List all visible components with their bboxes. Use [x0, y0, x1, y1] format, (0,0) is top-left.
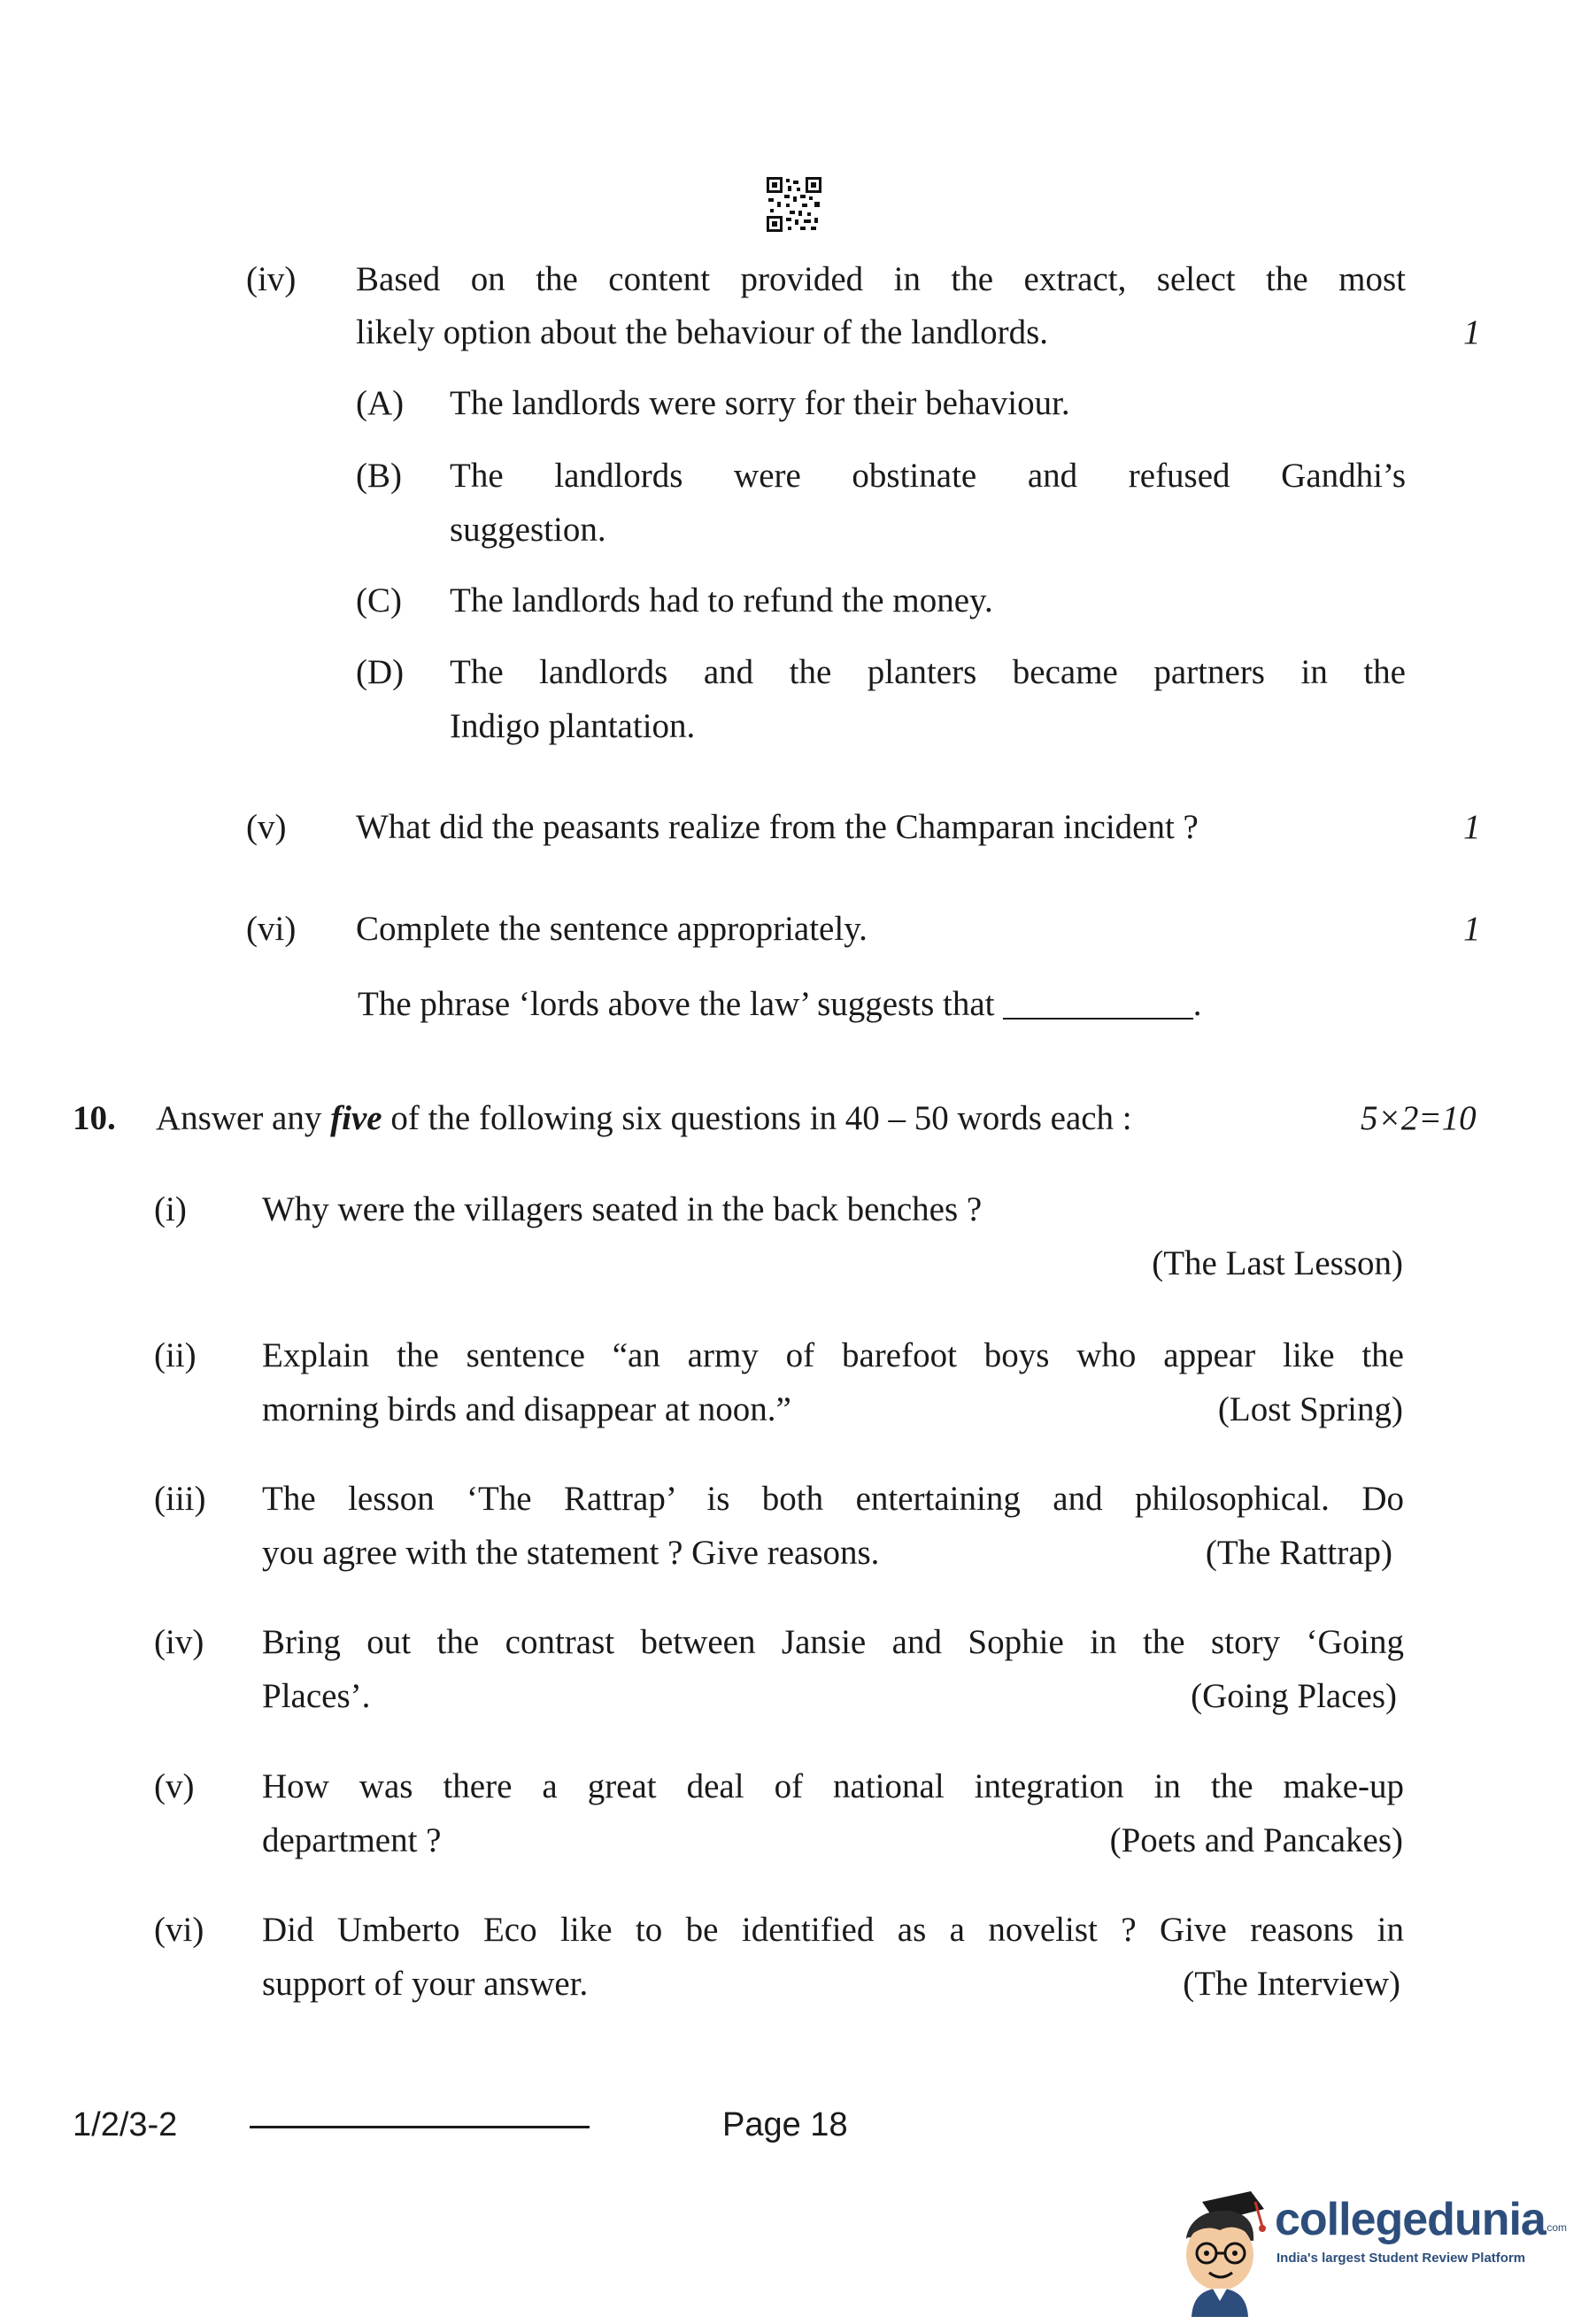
q9-v-question: What did the peasants realize from the Champaran incident ? [356, 808, 1199, 846]
q10-item-source: (The Rattrap) [1205, 1534, 1392, 1572]
q9-vi-number: (vi) [246, 910, 297, 948]
q10-item-text: How was there a great deal of national integration in the make-up [262, 1767, 1404, 1805]
q10-item-source: (Lost Spring) [1217, 1390, 1403, 1428]
q10-number: 10. [73, 1099, 116, 1137]
option-text: The landlords were obstinate and refused Gandhi’s [450, 457, 1406, 495]
qr-code-icon [767, 177, 821, 232]
q10-item-number: (i) [154, 1190, 187, 1228]
q10-item-source: (Poets and Pancakes) [1109, 1821, 1403, 1859]
option-text: suggestion. [450, 511, 606, 549]
q10-instruction [156, 1098, 1132, 1139]
q9-iv-question-line: likely option about the behaviour of the landlords. [356, 313, 1048, 351]
q10-item-number: (v) [154, 1767, 195, 1805]
brand-name: collegedunia [1275, 2194, 1546, 2245]
q10-item-number: (iv) [154, 1623, 204, 1661]
option-label: (D) [356, 653, 405, 691]
q9-v-marks: 1 [1463, 808, 1481, 846]
page-number: Page 18 [722, 2106, 848, 2143]
option-label: (A) [356, 384, 405, 422]
q10-item-text: Why were the villagers seated in the back benches ? [262, 1190, 983, 1228]
option-text: The landlords and the planters became partners in the [450, 653, 1406, 691]
footer-divider [250, 2126, 590, 2128]
q9-vi-question: Complete the sentence appropriately. [356, 910, 868, 948]
brand-tagline: India's largest Student Review Platform [1276, 2251, 1526, 2266]
q10-item-text: support of your answer. [262, 1965, 589, 2003]
q10-item-number: (iii) [154, 1480, 206, 1518]
q10-item-source: (The Last Lesson) [1152, 1244, 1403, 1282]
q10-item-text: morning birds and disappear at noon.” [262, 1390, 791, 1428]
q10-marks: 5×2=10 [1361, 1099, 1477, 1137]
q10-item-text: The lesson ‘The Rattrap’ is both entertaining and philosophical. Do [262, 1480, 1404, 1518]
q10-item-text: Places’. [262, 1677, 371, 1715]
q10-item-source: (The Interview) [1183, 1965, 1400, 2003]
q10-item-text: Did Umberto Eco like to be identified as a novelist ? Give reasons in [262, 1911, 1404, 1949]
brand-suffix: .com [1544, 2221, 1568, 2234]
q10-item-text: Bring out the contrast between Jansie and Sophie in the story ‘Going [262, 1623, 1404, 1661]
q10-instruction-text: of the following six questions in 40 – 50 words each : [382, 1099, 1132, 1137]
q10-item-text: department ? [262, 1821, 442, 1859]
q9-v-number: (v) [246, 808, 287, 846]
q10-instruction-emphasis: five [330, 1099, 382, 1137]
q9-vi-marks: 1 [1463, 910, 1481, 948]
option-label: (B) [356, 457, 402, 495]
q10-item-text: you agree with the statement ? Give reasons. [262, 1534, 880, 1572]
q9-iv-marks: 1 [1463, 313, 1481, 351]
option-text: The landlords had to refund the money. [450, 581, 993, 619]
option-text: Indigo plantation. [450, 707, 696, 745]
q10-item-text: Explain the sentence “an army of barefoot boys who appear like the [262, 1336, 1404, 1374]
option-text: The landlords were sorry for their behaviour. [450, 384, 1070, 422]
q10-item-source: (Going Places) [1191, 1677, 1397, 1715]
paper-code: 1/2/3-2 [73, 2106, 178, 2143]
student-mascot-icon [1167, 2184, 1273, 2317]
q9-iv-number: (iv) [246, 260, 297, 298]
q10-instruction-text: Answer any [156, 1099, 331, 1137]
q9-vi-sentence: The phrase ‘lords above the law’ suggests that ___________. [358, 985, 1202, 1023]
q10-item-number: (ii) [154, 1336, 197, 1374]
q9-iv-question-line: Based on the content provided in the extract, select the most [356, 260, 1406, 298]
option-label: (C) [356, 581, 402, 619]
q10-item-number: (vi) [154, 1911, 204, 1949]
